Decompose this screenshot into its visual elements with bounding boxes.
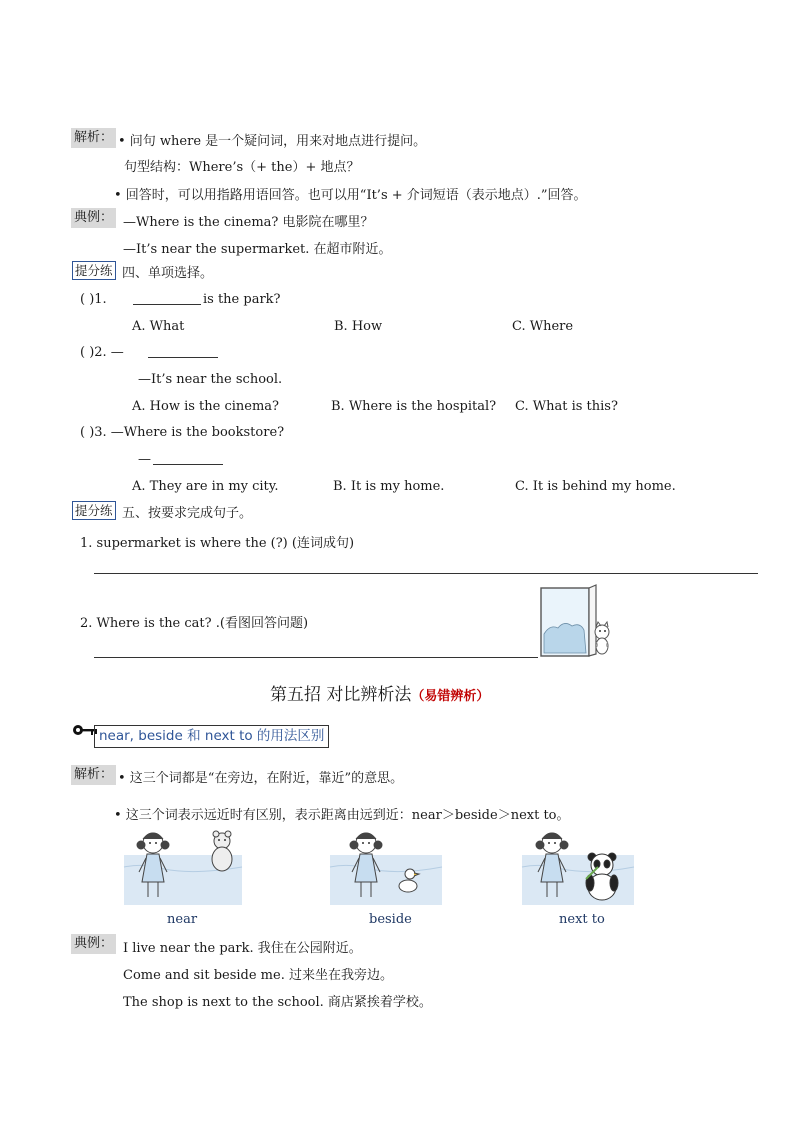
sentence-task-1: 1. supermarket is where the (?) (连词成句) — [80, 536, 355, 551]
caption-next-to: next to — [559, 912, 605, 927]
q1-text: is the park? — [203, 292, 281, 307]
example-tag: 典例： — [71, 934, 116, 954]
q1-blank[interactable] — [133, 292, 201, 305]
q1-option-c: C. Where — [512, 319, 574, 334]
analysis-bullet-2: • 回答时，可以用指路用语回答。也可以用“It’s + 介词短语（表示地点）.”回答。 — [114, 188, 587, 203]
q3-dash: — — [138, 452, 151, 467]
girl-near-bear-illustration — [122, 827, 244, 907]
q2-option-c: C. What is this? — [515, 399, 618, 414]
example-line-3: The shop is next to the school. 商店紧挨着学校。 — [123, 995, 432, 1010]
q2-blank[interactable] — [148, 345, 218, 358]
example-line-1: —Where is the cinema? 电影院在哪里？ — [123, 215, 374, 230]
analysis-tag: 解析： — [71, 765, 116, 785]
q3-option-c: C. It is behind my home. — [515, 479, 676, 494]
caption-beside: beside — [369, 912, 412, 927]
q1-option-b: B. How — [334, 319, 383, 334]
q2-option-a: A. How is the cinema? — [132, 399, 280, 414]
q2-option-b: B. Where is the hospital? — [331, 399, 497, 414]
section-5-title: 五、按要求完成句子。 — [122, 506, 253, 521]
girl-next-to-panda-illustration — [520, 827, 636, 907]
q3-option-b: B. It is my home. — [333, 479, 445, 494]
analysis-bullet-1: • 这三个词都是“在旁边，在附近，靠近”的意思。 — [118, 771, 404, 786]
answer-line-1[interactable] — [94, 573, 758, 574]
girl-beside-duck-illustration — [328, 827, 444, 907]
example-tag: 典例： — [71, 208, 116, 228]
q3-blank[interactable] — [153, 452, 223, 465]
q1-option-a: A. What — [132, 319, 185, 334]
caption-near: near — [167, 912, 198, 927]
section-heading — [270, 680, 489, 705]
q2-reply: —It’s near the school. — [138, 372, 283, 387]
analysis-bullet-2: • 这三个词表示远近时有区别，表示距离由远到近：near＞beside＞next to。 — [114, 808, 570, 823]
analysis-bullet-1: • 问句 where 是一个疑问词，用来对地点进行提问。 — [118, 134, 427, 149]
example-line-2: —It’s near the supermarket. 在超市附近。 — [123, 242, 392, 257]
sentence-task-2: 2. Where is the cat? .(看图回答问题) — [80, 616, 309, 631]
heading-main: 第五招 对比辨析法 — [270, 685, 412, 705]
q2-number: ( )2. — — [80, 345, 124, 360]
q3-option-a: A. They are in my city. — [132, 479, 279, 494]
analysis-tag: 解析： — [71, 128, 116, 148]
section-4-title: 四、单项选择。 — [122, 266, 214, 281]
answer-line-2[interactable] — [94, 657, 538, 658]
example-line-2: Come and sit beside me. 过来坐在我旁边。 — [123, 968, 393, 983]
q3-number: ( )3. —Where is the bookstore? — [80, 425, 285, 440]
heading-sub: （易错辨析） — [411, 689, 490, 704]
practice-tag: 提分练 — [72, 261, 116, 280]
practice-tag: 提分练 — [72, 501, 116, 520]
sentence-structure: 句型结构：Where’s（+ the）+ 地点？ — [124, 160, 360, 175]
example-line-1: I live near the park. 我住在公园附近。 — [123, 941, 362, 956]
window-cat-illustration — [538, 584, 612, 660]
keypoint-box: near, beside 和 next to 的用法区别 — [94, 725, 329, 748]
q1-number: ( )1. — [80, 292, 107, 307]
